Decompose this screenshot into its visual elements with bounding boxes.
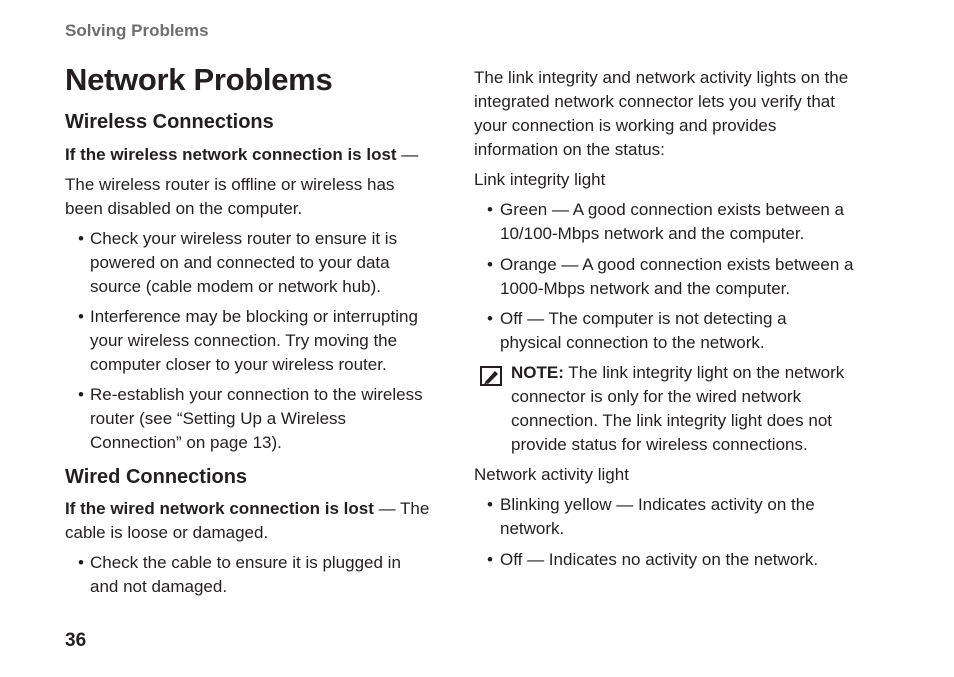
bullet-dot: • <box>487 550 493 569</box>
page-number: 36 <box>65 630 87 651</box>
link-bullet-1-text: Green — A good connection exists between a 10/100-Mbps network and the computer. <box>500 200 845 243</box>
note-text: The link integrity light on the network connector is only for the wired network connection. The link integrity light does not provide status for wireless connections. <box>511 363 845 454</box>
link-integrity-label: Link integrity light <box>474 170 606 189</box>
note-text-wrap <box>474 361 864 457</box>
bullet-dot: • <box>487 495 493 514</box>
wireless-cause: The wireless router is offline or wireless has been disabled on the computer. <box>65 175 395 218</box>
wireless-bullet-3 <box>78 383 440 455</box>
bullet-dot: • <box>78 385 84 404</box>
wireless-condition-bold: If the wireless network connection is lost <box>65 145 397 164</box>
bullet-dot: • <box>487 200 493 219</box>
activity-bullet-1 <box>487 493 837 541</box>
note-pencil-icon <box>480 366 502 386</box>
activity-bullet-2 <box>487 548 862 572</box>
bullet-dot: • <box>487 309 493 328</box>
page-title: Network Problems <box>65 62 333 97</box>
wireless-bullet-1 <box>78 227 440 299</box>
wired-bullet-1 <box>78 551 428 599</box>
note-label: NOTE: <box>511 363 564 382</box>
link-bullet-1 <box>487 198 862 246</box>
network-activity-label: Network activity light <box>474 465 629 484</box>
wireless-bullet-3-text: Re-establish your connection to the wireless router (see “Setting Up a Wireless Connection” on page 13). <box>90 385 423 452</box>
wireless-bullet-1-text: Check your wireless router to ensure it is powered on and connected to your data source (cable modem or network hub). <box>90 229 398 296</box>
link-bullet-3 <box>487 307 827 355</box>
wired-heading: Wired Connections <box>65 466 248 488</box>
bullet-dot: • <box>78 229 84 248</box>
link-bullet-2-text: Orange — A good connection exists between a 1000-Mbps network and the computer. <box>500 255 854 298</box>
wireless-bullet-2-text: Interference may be blocking or interrupting your wireless connection. Try moving the computer closer to your wireless router. <box>90 307 418 374</box>
intro-paragraph: The link integrity and network activity lights on the integrated network connector lets you verify that your connection is working and provides information on the status: <box>474 68 849 159</box>
wireless-heading: Wireless Connections <box>65 111 274 133</box>
link-bullet-2 <box>487 253 862 301</box>
wireless-bullet-2 <box>78 305 448 377</box>
bullet-dot: • <box>78 553 84 572</box>
note-block <box>474 361 864 457</box>
wired-condition-rest: — The cable is loose or damaged. <box>65 499 430 542</box>
activity-bullet-2-text: Off — Indicates no activity on the network. <box>500 550 819 569</box>
bullet-dot: • <box>78 307 84 326</box>
wireless-condition <box>65 143 445 167</box>
wireless-condition-dash: — <box>396 145 419 164</box>
wired-bullet-1-text: Check the cable to ensure it is plugged in and not damaged. <box>90 553 401 596</box>
activity-bullet-1-text: Blinking yellow — Indicates activity on the network. <box>500 495 815 538</box>
wired-condition-bold: If the wired network connection is lost <box>65 499 374 518</box>
running-head: Solving Problems <box>65 21 209 40</box>
wired-condition <box>65 497 445 545</box>
link-bullet-3-text: Off — The computer is not detecting a physical connection to the network. <box>500 309 787 352</box>
bullet-dot: • <box>487 255 493 274</box>
